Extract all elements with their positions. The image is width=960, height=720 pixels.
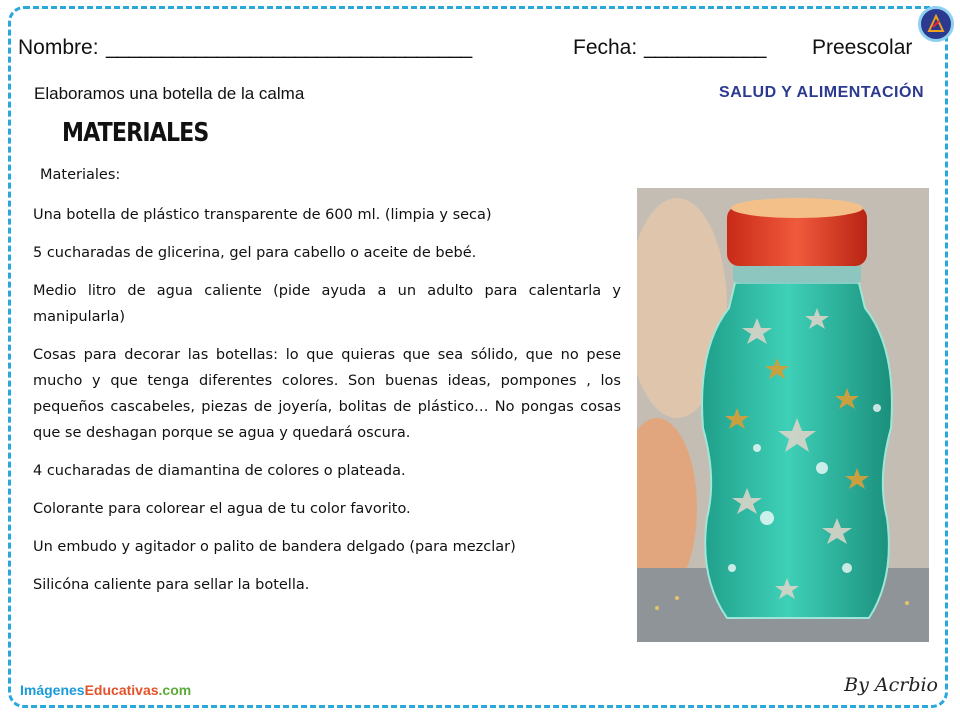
site-text-part3: .com: [158, 682, 192, 698]
list-item: Medio litro de agua caliente (pide ayuda a un adulto para calentarla y manipularla): [33, 283, 621, 325]
list-item: Un embudo y agitador o palito de bandera delgado (para mezclar): [33, 539, 516, 555]
brand-logo-icon: [918, 6, 954, 42]
website-logo: [20, 682, 191, 698]
name-label: Nombre:: [18, 36, 99, 59]
date-field-line[interactable]: ___________: [644, 36, 766, 59]
list-item: Cosas para decorar las botellas: lo que quieras que sea sólido, que no pese mucho y que tenga diferentes colores. Son buenas ideas, pompones , los pequeños cascabeles, piezas de joyería, bolitas de plástico… No pongas cosas que se deshagan porque se agua y quedará oscura.: [33, 347, 621, 441]
list-item: Colorante para colorear el agua de tu color favorito.: [33, 501, 411, 517]
activity-title: Elaboramos una botella de la calma: [34, 84, 305, 103]
author-signature: By Acrbio: [844, 674, 938, 696]
materials-list: [33, 202, 621, 610]
grade-level: Preescolar: [812, 36, 913, 59]
name-field-line[interactable]: _________________________________: [106, 36, 472, 59]
list-item: 5 cucharadas de glicerina, gel para cabello o aceite de bebé.: [33, 245, 477, 261]
subject-label: SALUD Y ALIMENTACIÓN: [719, 84, 924, 101]
list-item: Una botella de plástico transparente de 600 ml. (limpia y seca): [33, 207, 492, 223]
page-heading: MATERIALES: [62, 118, 209, 148]
site-text-part1: Imágenes: [20, 682, 85, 698]
materials-label: Materiales:: [40, 167, 121, 183]
list-item: Silicóna caliente para sellar la botella.: [33, 577, 310, 593]
date-label: Fecha:: [573, 36, 638, 59]
list-item: 4 cucharadas de diamantina de colores o plateada.: [33, 463, 406, 479]
calm-bottle-photo: [637, 188, 929, 642]
site-text-part2: Educativas: [84, 682, 159, 698]
